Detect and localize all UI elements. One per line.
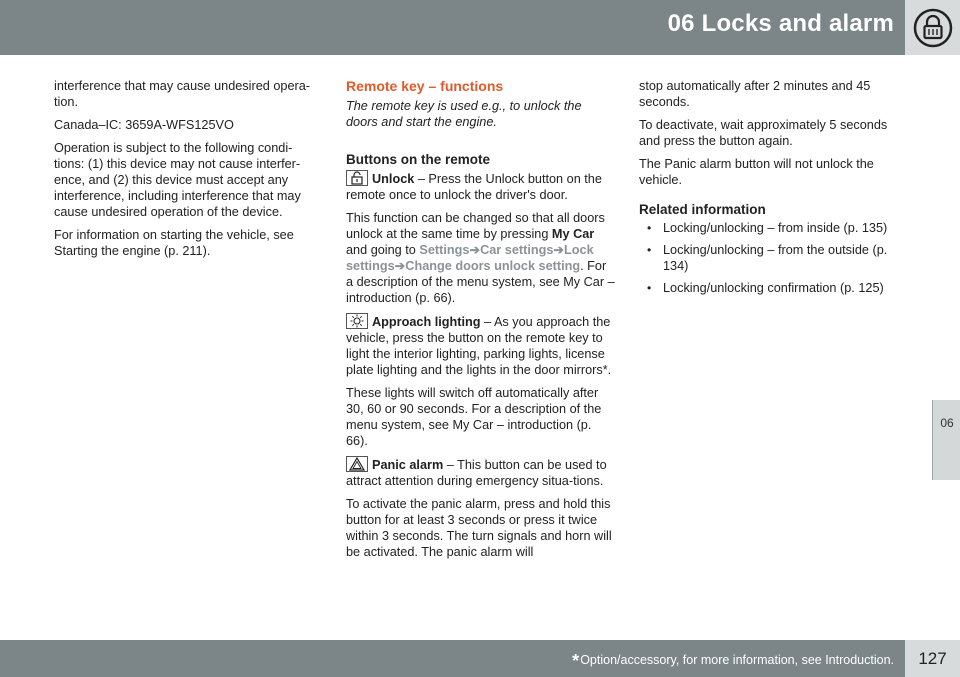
approach-light-icon	[346, 313, 368, 329]
footnote-star: *	[572, 651, 580, 671]
related-link[interactable]: • Locking/unlocking – from the outside (p. 134)	[639, 242, 909, 274]
paragraph: Canada–IC: 3659A-WFS125VO	[54, 118, 234, 132]
and-going-text: and going to	[346, 243, 420, 257]
paragraph: Operation is subject to the following condi-tions: (1) this device may not cause interfer-ence, and (2) this device must accept any interference, including interference that may cause undesired operation of the device.	[54, 141, 301, 219]
footnote-text: Option/accessory, for more information, see Introduction.	[580, 653, 894, 667]
page-footer	[0, 640, 960, 677]
menu-path-lock-settings: Lock settings	[346, 243, 594, 273]
side-tab-label: 06	[940, 416, 954, 430]
footnote	[572, 651, 894, 672]
column-right	[639, 78, 909, 302]
approach-label: Approach lighting	[372, 315, 481, 329]
arrow-right-icon: ➔	[394, 259, 406, 273]
page-number: 127	[918, 649, 947, 668]
panic-label: Panic alarm	[372, 458, 444, 472]
menu-path-change-doors: Change doors unlock setting	[405, 259, 581, 273]
panic-paragraph	[346, 456, 616, 489]
related-link[interactable]: • Locking/unlocking – from inside (p. 135)	[639, 220, 909, 236]
paragraph: To deactivate, wait approximately 5 seconds and press the button again.	[639, 118, 888, 148]
column-middle	[346, 78, 616, 567]
paragraph: The Panic alarm button will not unlock the vehicle.	[639, 157, 874, 187]
panic-text: – This button can be used to attract attention during emergency situa-tions.	[346, 458, 607, 488]
unlock-paragraph	[346, 170, 616, 203]
related-info-list	[639, 220, 909, 296]
page-number-box	[905, 640, 960, 677]
lights-off-paragraph: These lights will switch off automatically after 30, 60 or 90 seconds. For a description of the menu system, see My Car – introduction (p. 66).	[346, 386, 602, 448]
unlock-text: – Press the Unlock button on the remote once to unlock the driver's door.	[346, 172, 602, 202]
arrow-right-icon: ➔	[469, 243, 481, 257]
paragraph: stop automatically after 2 minutes and 45 seconds.	[639, 79, 871, 109]
approach-text: – As you approach the vehicle, press the button on the remote key to light the interior lighting, parking lights, license plate lighting and the lights in the door mirrors*.	[346, 315, 612, 377]
menu-path-car-settings: Car settings	[480, 243, 554, 257]
paragraph: For information on starting the vehicle, see Starting the engine (p. 211).	[54, 228, 294, 258]
unlock-icon	[346, 170, 368, 186]
menu-desc-text: . For a description of the menu system, see My Car – introduction (p. 66).	[346, 259, 615, 305]
column-left	[54, 78, 322, 266]
related-info-heading: Related information	[639, 202, 766, 217]
chapter-side-tab[interactable]	[932, 400, 960, 480]
subheading: Buttons on the remote	[346, 152, 490, 167]
my-car-label: My Car	[551, 227, 595, 241]
section-title: Remote key – functions	[346, 78, 504, 94]
paragraph: interference that may cause undesired opera-tion.	[54, 79, 311, 109]
approach-paragraph	[346, 313, 616, 378]
menu-path-settings: Settings	[419, 243, 470, 257]
arrow-right-icon: ➔	[553, 243, 565, 257]
activate-paragraph: To activate the panic alarm, press and hold this button for at least 3 seconds or press it twice within 3 seconds. The turn signals and horn will be activated. The panic alarm will	[346, 497, 612, 559]
chapter-icon-box	[905, 0, 960, 55]
unlock-label: Unlock	[372, 172, 415, 186]
related-link[interactable]: • Locking/unlocking confirmation (p. 125)	[639, 280, 909, 296]
page-header	[0, 0, 960, 55]
section-intro: The remote key is used e.g., to unlock the doors and start the engine.	[346, 99, 582, 129]
change-text: This function can be changed so that all doors unlock at the same time by pressing	[346, 211, 605, 241]
padlock-icon	[913, 8, 953, 48]
chapter-title: 06 Locks and alarm	[667, 10, 894, 37]
menu-paragraph	[346, 210, 616, 306]
warning-triangle-icon	[346, 456, 368, 472]
